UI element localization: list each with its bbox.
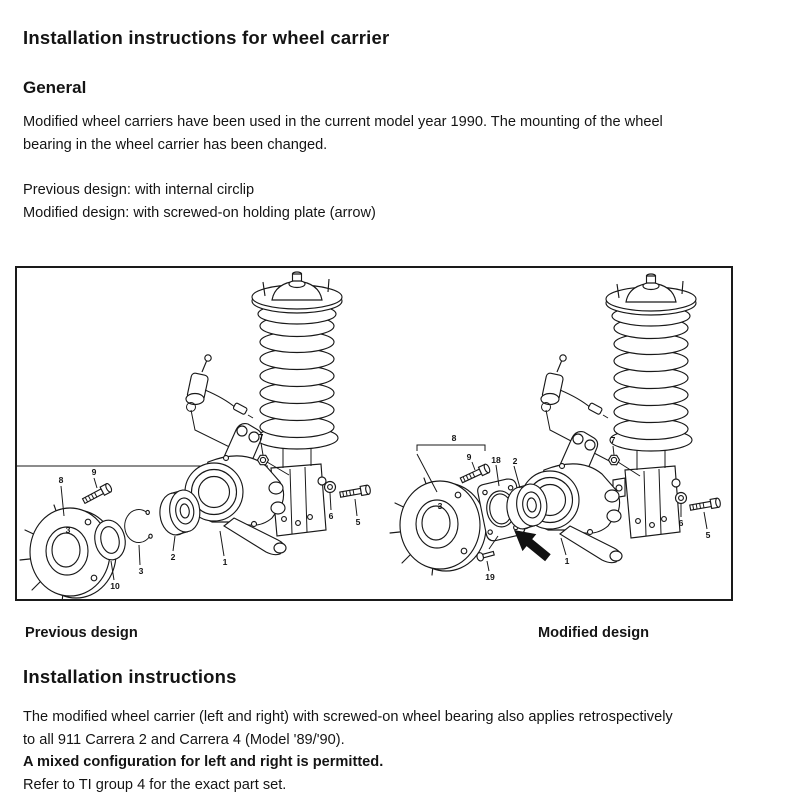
refer-line: Refer to TI group 4 for the exact part set. <box>23 776 287 793</box>
wheel-carrier-diagram <box>17 268 731 599</box>
hex-nut <box>258 455 269 464</box>
page-title: Installation instructions for wheel carrier <box>23 27 390 48</box>
part-label-6: 6 <box>328 511 334 521</box>
clamp-bolt <box>689 498 721 512</box>
previous-design-diagram <box>17 272 371 599</box>
part-label-3-hub: 3 <box>437 501 443 511</box>
part-label-19: 19 <box>485 572 495 582</box>
paragraph-line: The modified wheel carrier (left and right) with screwed-on wheel bearing also applies retrospectively <box>23 709 673 725</box>
part-label-3: 3 <box>138 566 144 576</box>
part-label-10: 10 <box>110 581 120 591</box>
previous-design-line: Previous design: with internal circlip <box>23 182 255 198</box>
paragraph-line: Modified wheel carriers have been used in the current model year 1990. The mounting of the wheel <box>23 114 663 130</box>
part-label-8: 8 <box>451 433 457 443</box>
paragraph-line: to all 911 Carrera 2 and Carrera 4 (Model '89/'90). <box>23 731 345 748</box>
part-label-7: 7 <box>610 435 616 445</box>
speed-sensor <box>186 355 253 418</box>
general-paragraph <box>23 111 663 157</box>
exploded-view-figure <box>15 266 733 601</box>
modified-design-line: Modified design: with screwed-on holding plate (arrow) <box>23 205 376 221</box>
holding-plate-arrow <box>514 530 551 561</box>
part-label-5: 5 <box>355 517 361 527</box>
section-heading-installation: Installation instructions <box>23 666 237 687</box>
part-label-2: 2 <box>170 552 176 562</box>
clamp-bolt <box>339 485 371 499</box>
part-label-18: 18 <box>491 455 501 465</box>
part-label-1: 1 <box>222 557 228 567</box>
section-heading-general: General <box>23 78 87 97</box>
mixed-configuration-line: A mixed configuration for left and right is permitted. <box>23 754 384 771</box>
wheel-hub <box>390 478 486 575</box>
part-label-6: 6 <box>678 518 684 528</box>
caption-previous-design: Previous design <box>25 625 138 641</box>
part-label-5: 5 <box>705 530 711 540</box>
part-label-2: 2 <box>512 456 518 466</box>
part-label-8: 8 <box>58 475 64 485</box>
installation-paragraph <box>23 706 673 796</box>
speed-sensor <box>541 355 608 418</box>
part-label-9: 9 <box>466 452 472 462</box>
paragraph-line: bearing in the wheel carrier has been changed. <box>23 137 328 153</box>
eccentric-washer <box>676 493 687 504</box>
hub-bolt <box>459 463 490 484</box>
modified-design-diagram <box>390 274 721 582</box>
part-label-7: 7 <box>258 432 264 442</box>
internal-circlip <box>123 508 153 545</box>
hub-bolt <box>82 483 113 505</box>
part-label-9: 9 <box>91 467 97 477</box>
design-comparison-lines <box>23 179 376 225</box>
caption-modified-design: Modified design <box>538 625 650 641</box>
part-label-1: 1 <box>564 556 570 566</box>
part-label-3-hub: 3 <box>65 525 71 535</box>
eccentric-washer <box>325 482 336 493</box>
hex-nut <box>609 455 620 464</box>
